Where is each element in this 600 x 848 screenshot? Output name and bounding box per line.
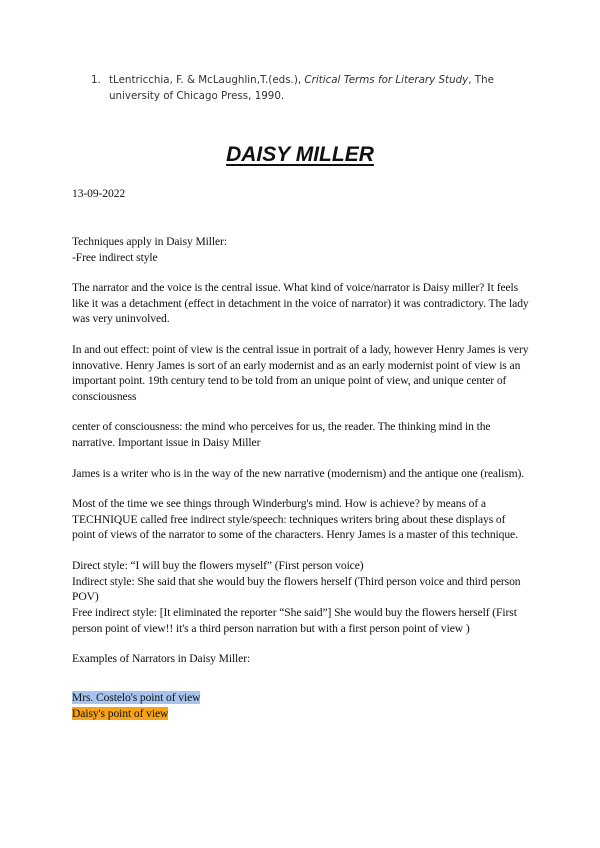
reference-book-title: Critical Terms for Literary Study bbox=[304, 74, 469, 86]
direct-style-line: Direct style: “I will buy the flowers myself” (First person voice) bbox=[72, 558, 364, 572]
reference-list-item bbox=[91, 72, 531, 104]
free-indirect-style-line: Free indirect style: [It eliminated the reporter “She said”] She would buy the flowers herself (First person point of view!! it's a third person narration but with a first person point of view ) bbox=[72, 606, 517, 635]
document-body bbox=[72, 186, 530, 722]
reference-number: 1. bbox=[91, 74, 101, 86]
paragraph-narrator-voice: The narrator and the voice is the central issue. What kind of voice/narrator is Daisy miller? It feels like it was a detachment (effect in detachment in the voice of narrator) it was contradictory. The lady was very uninvolved. bbox=[72, 280, 529, 326]
techniques-item: -Free indirect style bbox=[72, 250, 158, 264]
paragraph-technique: Most of the time we see things through Winderburg's mind. How is achieve? by means of a TECHNIQUE called free indirect style/speech: techniques writers bring about these displays of point of views of the narrator to some of the characters. Henry James is a master of this technique. bbox=[72, 496, 518, 542]
highlight-daisy-pov: Daisy's point of view bbox=[72, 706, 169, 720]
paragraph-james-writer: James is a writer who is in the way of the new narrative (modernism) and the antique one (realism). bbox=[72, 466, 525, 480]
examples-heading: Examples of Narrators in Daisy Miller: bbox=[72, 652, 251, 666]
reference-text bbox=[109, 72, 531, 104]
paragraph-center-of-consciousness: center of consciousness: the mind who perceives for us, the reader. The thinking mind in the narrative. Important issue in Daisy Miller bbox=[72, 420, 491, 450]
reference-authors: tLentricchia, F. & McLaughlin,T.(eds.), bbox=[109, 74, 305, 86]
reference-publisher: , The university of Chicago Press, 1990. bbox=[109, 74, 494, 102]
indirect-style-line: Indirect style: She said that she would buy the flowers herself (Third person voice and third person POV) bbox=[72, 574, 521, 604]
example-item bbox=[72, 690, 530, 706]
highlight-costelo-pov: Mrs. Costelo's point of view bbox=[72, 691, 201, 705]
example-item bbox=[72, 706, 530, 722]
document-title: DAISY MILLER bbox=[226, 143, 374, 166]
paragraph-in-and-out-effect: In and out effect: point of view is the central issue in portrait of a lady, however Henry James is very innovative. Henry James is sort of an early modernist and as an early modernist point of view is an important point. 19th century tend to be told from an unique point of view, and unique center of consciousness bbox=[72, 342, 529, 404]
date-line: 13-09-2022 bbox=[72, 187, 126, 200]
techniques-heading: Techniques apply in Daisy Miller: bbox=[72, 234, 227, 248]
